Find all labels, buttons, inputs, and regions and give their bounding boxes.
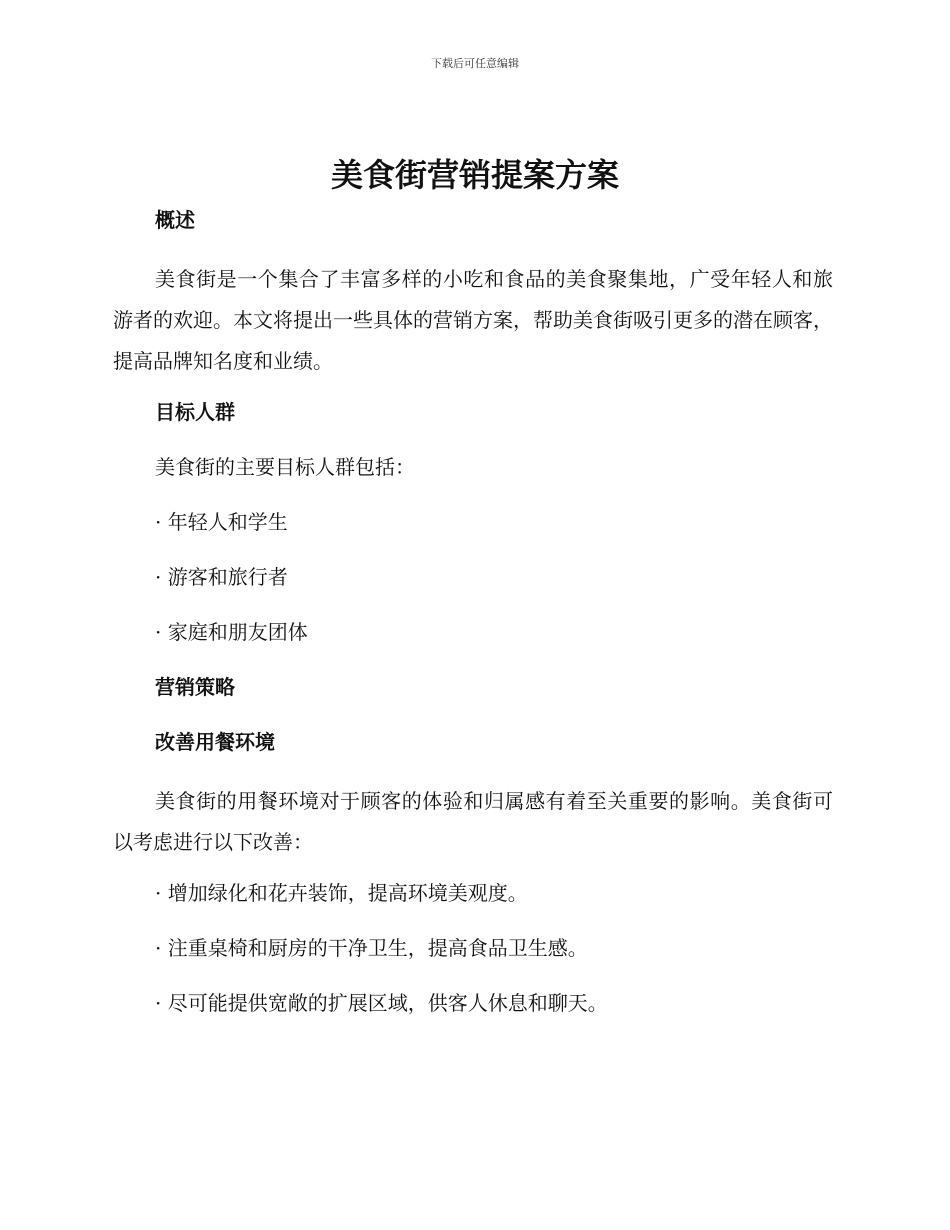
document-title: 美食街营销提案方案 (330, 156, 619, 194)
paragraph-dining-environment: 美食街的用餐环境对于顾客的体验和归属感有着至关重要的影响。美食街可以考虑进行以下改善： (113, 789, 833, 854)
list-item-target: · 家庭和朋友团体 (155, 620, 308, 644)
heading-overview: 概述 (155, 208, 195, 232)
header-note: 下载后可任意编辑 (431, 57, 519, 70)
document-body (113, 204, 833, 1042)
paragraph-target-intro: 美食街的主要目标人群包括： (155, 455, 415, 479)
list-item-environment: · 尽可能提供宽敞的扩展区域，供客人休息和聊天。 (155, 991, 608, 1015)
heading-target-audience: 目标人群 (155, 400, 235, 424)
list-item-environment: · 注重桌椅和厨房的干净卫生，提高食品卫生感。 (155, 936, 588, 960)
paragraph-overview: 美食街是一个集合了丰富多样的小吃和食品的美食聚集地，广受年轻人和旅游者的欢迎。本文将提出一些具体的营销方案，帮助美食街吸引更多的潜在顾客，提高品牌知名度和业绩。 (113, 267, 833, 373)
heading-dining-environment: 改善用餐环境 (155, 730, 275, 754)
heading-marketing-strategy: 营销策略 (155, 675, 235, 699)
list-item-target: · 游客和旅行者 (155, 565, 288, 589)
list-item-environment: · 增加绿化和花卉装饰，提高环境美观度。 (155, 881, 528, 905)
list-item-target: · 年轻人和学生 (155, 510, 288, 534)
